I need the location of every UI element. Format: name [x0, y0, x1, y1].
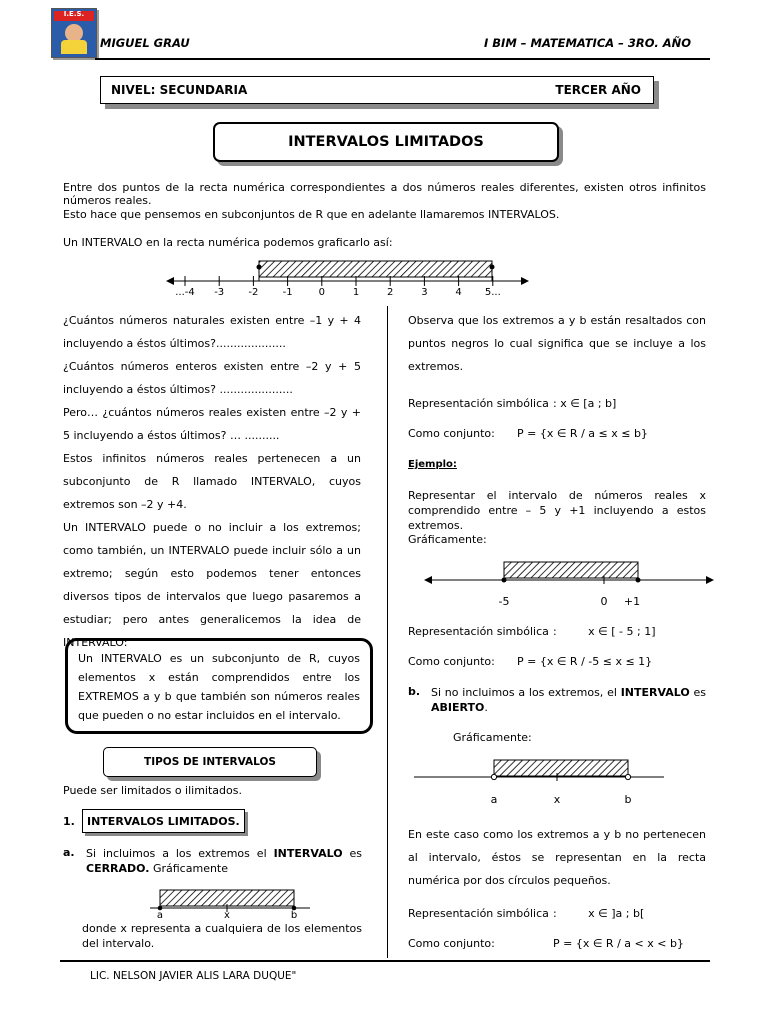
item-a-text: [86, 846, 362, 876]
number-line-tick-label: ...-4: [175, 287, 195, 298]
item-a-bold-intervalo: INTERVALO: [273, 847, 343, 860]
number-line-tick-label: 2: [387, 287, 394, 298]
number-line-tick-label: -1: [282, 287, 293, 298]
paragraph-tipos: Un INTERVALO puede o no incluir a los extremos; como también, un INTERVALO puede incluir sólo a un extremo; según esto podemos tener entonces diversos tipos de intervalos que luego pasaremos a estudiar; pero antes generalicemos la idea de INTERVALO:: [63, 521, 361, 649]
item-a-pre: Si incluimos a los extremos el: [86, 847, 267, 860]
como-conjunto-3-value: P = {x ∈ R / a < x < b}: [553, 937, 684, 950]
tipos-text: Puede ser limitados o ilimitados.: [63, 784, 242, 797]
rep-simbolica-2-label: Representación simbólica: [408, 625, 549, 638]
number-line-tick-label: 0: [318, 287, 325, 298]
definition-text: Un INTERVALO es un subconjunto de R, cuyos elementos x están comprendidos entre los EXTREMOS a y b que también son números reales que pueden o no estar incluidos en el intervalo.: [78, 652, 360, 722]
level-bar: [100, 76, 654, 104]
tipos-title-box: [103, 747, 317, 777]
item-b-bold-intervalo: INTERVALO: [620, 686, 690, 699]
number-line-tick-label: 1: [352, 287, 360, 298]
rep-simbolica-3-value: : x ∈ ]a ; b[: [553, 907, 645, 920]
school-logo: [51, 8, 97, 58]
rep-simbolica-1-value: : x ∈ [a ; b]: [553, 397, 617, 410]
tipos-title: TIPOS DE INTERVALOS: [144, 756, 276, 768]
school-name: MIGUEL GRAU: [100, 36, 190, 50]
definition-box: [65, 638, 373, 734]
item-b-mid: es: [693, 686, 707, 699]
rep-simbolica-2-value: : x ∈ [ - 5 ; 1]: [553, 625, 656, 638]
header-rule: [95, 58, 710, 60]
example-interval-graph: [424, 557, 714, 609]
graph-a-label-b: b: [290, 910, 298, 920]
como-conjunto-2-value: P = {x ∈ R / -5 ≤ x ≤ 1}: [517, 655, 653, 668]
item-b-letter: b.: [408, 685, 421, 698]
item-a-mid: es: [349, 847, 363, 860]
item-1-label-box: [82, 809, 245, 833]
rep-simbolica-1-label: Representación simbólica: [408, 397, 549, 410]
donde-text: donde x representa a cualquiera de los elementos del intervalo.: [82, 922, 362, 950]
como-conjunto-1-value: P = {x ∈ R / a ≤ x ≤ b}: [517, 427, 648, 440]
open-interval-text: En este caso como los extremos a y b no pertenecen al intervalo, éstos se representan en la recta numérica por dos círculos pequeños.: [408, 828, 706, 887]
logo-label: I.E.S.: [63, 10, 85, 18]
item-a-bold-cerrado: CERRADO.: [86, 862, 150, 875]
open-interval-graph: [414, 755, 664, 807]
footer-rule: [60, 960, 710, 962]
graficamente-1: Gráficamente:: [408, 533, 487, 546]
item-b-bold-abierto: ABIERTO: [431, 701, 485, 714]
graph-b-label-a: a: [490, 793, 498, 806]
number-line-tick-label: 5...: [484, 287, 501, 298]
number-line-tick-label: -3: [214, 287, 225, 298]
question-enteros: ¿Cuántos números enteros existen entre –2 y + 5 incluyendo a éstos últimos? .....................: [63, 360, 361, 396]
grade-label: TERCER AÑO: [555, 83, 641, 97]
item-1-number: 1.: [63, 815, 75, 828]
item-1-label: INTERVALOS LIMITADOS.: [87, 815, 240, 828]
number-line-tick-label: 4: [455, 287, 462, 298]
item-a-letter: a.: [63, 846, 75, 859]
number-line-tick-label: -2: [248, 287, 259, 298]
graph-a-label-x: x: [224, 910, 230, 920]
graph-ex-label-0: 0: [600, 595, 608, 608]
ejemplo-text: Representar el intervalo de números reales x comprendido entre – 5 y +1 incluyendo a estos extremos.: [408, 489, 706, 532]
rep-simbolica-3-label: Representación simbólica: [408, 907, 549, 920]
closed-interval-graph: [150, 886, 310, 920]
graph-b-label-x: x: [553, 793, 561, 806]
graph-ex-label-min5: -5: [498, 595, 510, 608]
question-reales: Pero… ¿cuántos números reales existen entre –2 y + 5 incluyendo a éstos últimos? … ..........: [63, 406, 361, 442]
como-conjunto-3-label: Como conjunto:: [408, 937, 495, 950]
como-conjunto-2-label: Como conjunto:: [408, 655, 495, 668]
page-title: INTERVALOS LIMITADOS: [288, 134, 484, 150]
graph-b-label-b: b: [624, 793, 632, 806]
observa-paragraph: Observa que los extremos a y b están resaltados con puntos negros lo cual significa que se incluye a los extremos.: [408, 314, 706, 373]
course-info: I BIM – MATEMATICA – 3RO. AÑO: [484, 36, 691, 50]
item-b-pre: Si no incluimos a los extremos, el: [431, 686, 617, 699]
ejemplo-heading: Ejemplo:: [408, 459, 457, 470]
graph-ex-label-plus1: +1: [623, 595, 641, 608]
number-line-graph: [160, 255, 530, 300]
como-conjunto-1-label: Como conjunto:: [408, 427, 495, 440]
intro-paragraph-2: Esto hace que pensemos en subconjuntos de R que en adelante llamaremos INTERVALOS.: [63, 208, 560, 221]
graph-a-label-a: a: [156, 910, 164, 920]
paragraph-subconjunto: Estos infinitos números reales pertenecen a un subconjunto de R llamado INTERVALO, cuyos extremos son –2 y +4.: [63, 452, 361, 511]
level-label: NIVEL: SECUNDARIA: [111, 83, 248, 97]
intro-paragraph-1: Entre dos puntos de la recta numérica correspondientes a dos números reales diferentes, existen otros infinitos números reales.: [63, 181, 706, 207]
intro-paragraph-3: Un INTERVALO en la recta numérica podemos graficarlo así:: [63, 236, 393, 249]
page-title-box: [213, 122, 559, 162]
item-a-post: Gráficamente: [152, 862, 229, 875]
question-naturales: ¿Cuántos números naturales existen entre –1 y + 4 incluyendo a éstos últimos?....................: [63, 314, 361, 350]
column-divider: [387, 306, 388, 958]
item-b-text: Si no incluimos a los extremos, el INTERVALO es ABIERTO.: [431, 686, 707, 714]
footer-author: LIC. NELSON JAVIER ALIS LARA DUQUE": [90, 970, 297, 982]
number-line-tick-label: 3: [421, 287, 428, 298]
graficamente-2: Gráficamente:: [453, 731, 532, 744]
